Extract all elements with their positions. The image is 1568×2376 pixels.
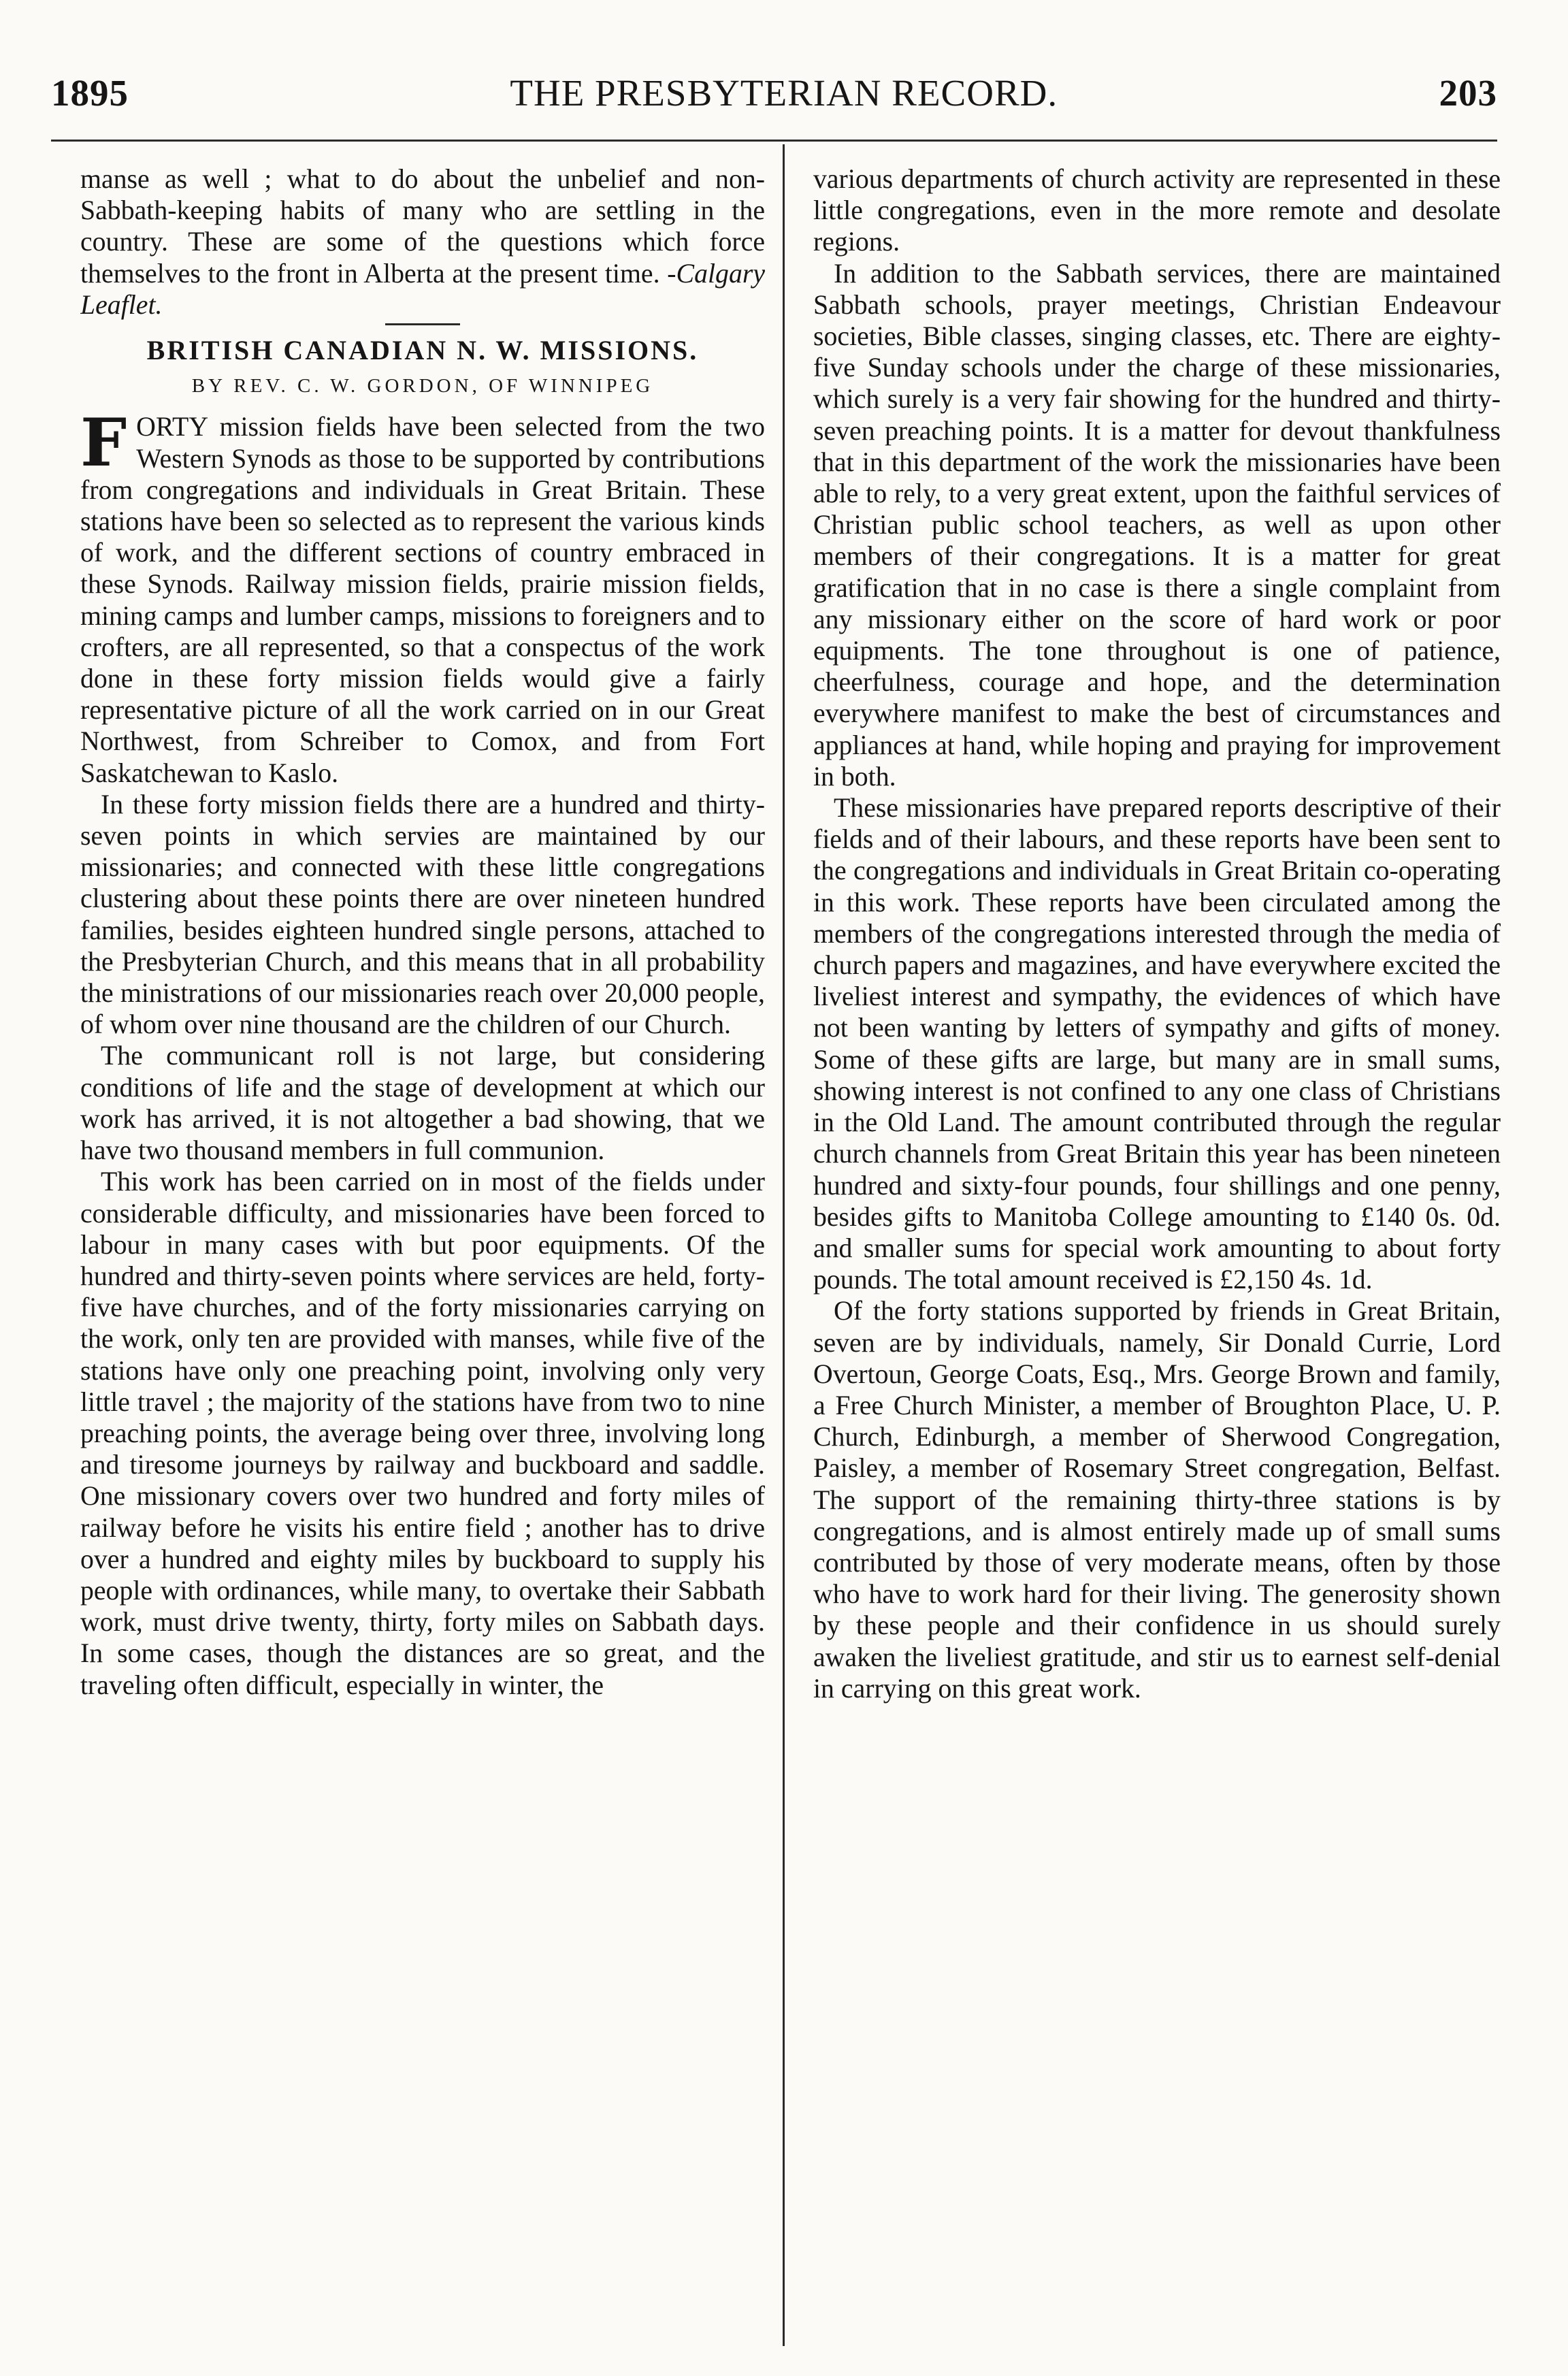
left-column (80, 163, 765, 2355)
article-title: BRITISH CANADIAN N. W. MISSIONS. (146, 335, 699, 366)
article-paragraph (80, 404, 765, 788)
page-header (51, 71, 1497, 125)
article-paragraph: This work has been carried on in most of the fields under considerable difficulty, and missionaries have been forced to labour in many cases with but poor equipments. Of the hundred and thirty-seven points where services are held, forty-five have churches, and of the forty missionaries carrying on the work, only ten are provided with manses, while five of the stations have only one preaching point, involving only very little travel ; the majority of the stations have from two to nine preaching points, the average being over three, involving long and tiresome journeys by railway and buckboard and saddle. One missionary covers over two hundred and forty miles of railway before he visits his entire field ; another has to drive over a hundred and eighty miles by buckboard to supply his people with ordinances, while many, to overtake their Sabbath work, must drive twenty, thirty, forty miles on Sabbath days. In some cases, though the distances are so great, and the traveling often difficult, especially in winter, the (80, 1167, 765, 1700)
right-column (813, 163, 1501, 2355)
article-paragraph: The communicant roll is not large, but considering conditions of life and the stage of development at which our work has arrived, it is not altogether a bad showing, that we have two thousand members in full communion. (80, 1041, 765, 1166)
header-rule (51, 140, 1497, 142)
continuation-text: manse as well ; what to do about the unbelief and non-Sabbath-keeping habits of many who are settling in the country. These are some of the questions which force themselves to the front in Alberta at the present time. - (80, 164, 765, 289)
article-byline: BY REV. C. W. GORDON, OF WINNIPEG (191, 375, 654, 397)
continuation-source: Calgary Leaflet. (80, 258, 765, 320)
article-paragraph: Of the forty stations supported by friends in Great Britain, seven are by individuals, namely, Sir Donald Currie, Lord Overtoun, George Coats, Esq., Mrs. George Brown and family, a Free Church Minister, a member of Broughton Place, U. P. Church, Edinburgh, a member of Sherwood Congregation, Paisley, a member of Rosemary Street congregation, Belfast. The support of the remaining thirty-three stations is by congregations, and is almost entirely made up of small sums contributed by those of very moderate means, often by those who have to work hard for their living. The generosity shown by these people and their confidence in us should surely awaken the liveliest gratitude, and stir us to earnest self-denial in carrying on this great work. (813, 1296, 1501, 1704)
continuation-paragraph (80, 163, 765, 321)
publication-title: THE PRESBYTERIAN RECORD. (510, 72, 1058, 114)
header-year: 1895 (51, 72, 129, 114)
section-divider (385, 323, 460, 325)
page-number: 203 (1439, 72, 1497, 114)
column-divider (783, 144, 785, 2346)
paragraph-text: ORTY mission fields have been selected from the two Western Synods as those to be supported by contributions from congregations and individuals in Great Britain. These stations have been so selected as to represent the various kinds of work, and the different sections of country embraced in these Synods. Railway mission fields, prairie mission fields, mining camps and lumber camps, missions to foreigners and to crofters, are all represented, so that a conspectus of the work done in these forty mission fields would give a fairly representative picture of all the work carried on in our Great Northwest, from Schreiber to Comox, and from Fort Saskatchewan to Kaslo. (80, 412, 765, 788)
article-paragraph: In addition to the Sabbath services, there are maintained Sabbath schools, prayer meetings, Christian Endeavour societies, Bible classes, singing classes, etc. There are eighty-five Sunday schools under the charge of these missionaries, which surely is a very fair showing for the hundred and thirty-seven preaching points. It is a matter for devout thankfulness that in this department of the work the missionaries have been able to rely, to a very great extent, upon the faithful services of Christian public school teachers, as well as upon other members of their congregations. It is a matter for great gratification that in no case is there a single complaint from any missionary either on the score of hard work or poor equipments. The tone throughout is one of patience, cheerfulness, courage and hope, and the determination everywhere manifest to make the best of circumstances and appliances at hand, while hoping and praying for improvement in both. (813, 258, 1501, 792)
article-paragraph: various departments of church activity are represented in these little congregations, even in the more remote and desolate regions. (813, 164, 1501, 257)
article-paragraph: In these forty mission fields there are a hundred and thirty-seven points in which servies are maintained by our missionaries; and connected with these little congregations clustering about these points there are over nineteen hundred families, besides eighteen hundred single persons, attached to the Presbyterian Church, and this means that in all probability the ministrations of our missionaries reach over 20,000 people, of whom over nine thousand are the children of our Church. (80, 789, 765, 1040)
article-paragraph: These missionaries have prepared reports descriptive of their fields and of their labours, and these reports have been sent to the congregations and individuals in Great Britain co-operating in this work. These reports have been circulated among the members of the congregations interested through the media of church papers and magazines, and have everywhere excited the liveliest interest and sympathy, the evidences of which have not been wanting by letters of sympathy and gifts of money. Some of these gifts are large, but many are in small sums, showing interest is not confined to any one class of Christians in the Old Land. The amount contributed through the regular church channels from Great Britain this year has been nineteen hundred and sixty-four pounds, four shillings and one penny, besides gifts to Manitoba College amounting to £140 0s. 0d. and smaller sums for special work amounting to about forty pounds. The total amount received is £2,150 4s. 1d. (813, 793, 1501, 1295)
drop-cap: F (80, 404, 127, 482)
